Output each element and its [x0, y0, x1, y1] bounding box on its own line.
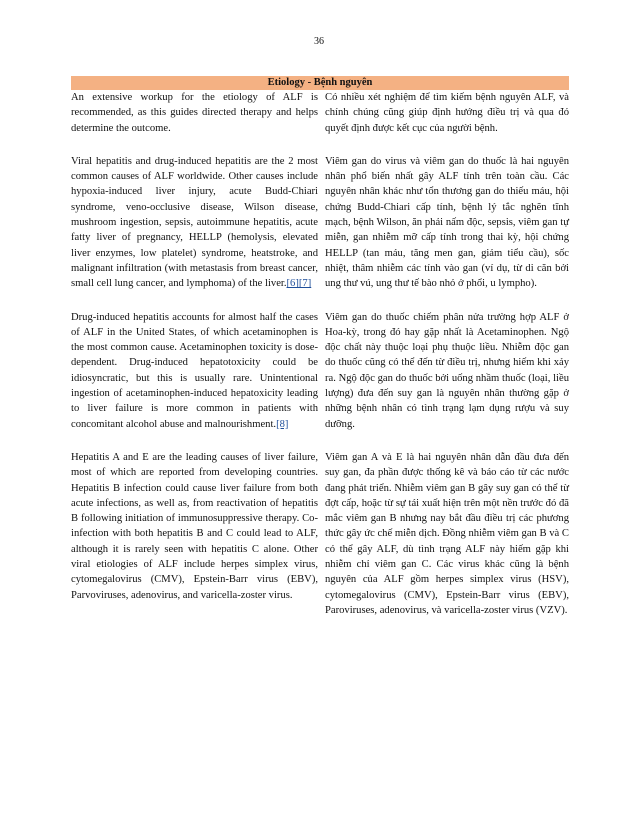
english-paragraph: Viral hepatitis and drug-induced hepatitis are the 2 most common causes of ALF worldwide. Other causes include hypoxia-induced liver injury, acute Budd-Chiari syndrome, veno-occlusive disease, Wilson disease, mushroom ingestion, sepsis, autoimmune hepatitis, acute fatty liver of pregnancy, HELLP (hemolysis, elevated liver enzymes, low platelet) syndrome, heatstroke, and malignant infiltration (with metastasis from breast cancer, small cell lung cancer, and lymphoma) of the liver.[6][7] [71, 155, 318, 290]
paragraph-row [71, 154, 569, 292]
vietnamese-paragraph: Có nhiều xét nghiệm để tìm kiếm bệnh nguyên ALF, và chính chúng cũng giúp định hướng điều trị và qua đó quyết định được kết cục của người bệnh. [325, 92, 569, 134]
paragraph-row [71, 90, 569, 136]
reference-link[interactable]: [6][7] [286, 278, 312, 290]
english-paragraph: Hepatitis A and E are the leading causes of liver failure, most of which are reported from developing countries. Hepatitis B infection could cause liver failure from both acute infections, as well as, from reactivation of hepatitis B following initiation of immunosuppressive therapy. Co-infection with both hepatitis B and C could lead to ALF, although it is rarely seen with hepatitis C alone. Other viral etiologies of ALF include herpes simplex virus, cytomegalovirus (CMV), Epstein-Barr virus (EBV), Parvoviruses, adenovirus, and varicella-zoster virus. [71, 451, 318, 601]
section-header: Etiology - Bệnh nguyên [71, 76, 569, 90]
page-number: 36 [314, 36, 324, 47]
document-content [71, 76, 569, 618]
english-paragraph: An extensive workup for the etiology of ALF is recommended, as this guides directed therapy and helps determine the outcome. [71, 92, 318, 134]
english-paragraph: Drug-induced hepatitis accounts for almost half the cases of ALF in the United States, of which acetaminophen is the most common cause. Acetaminophen toxicity is dose-dependent. Drug-induced hepatotoxicity could be idiosyncratic, but this is usually rare. Unintentional ingestion of acetaminophen-induced hepatoxicity leading to liver failure is more common in patients with concomitant alcohol abuse and malnourishment.[8] [71, 311, 318, 430]
bilingual-table [71, 90, 569, 618]
paragraph-row [71, 310, 569, 432]
paragraph-row [71, 450, 569, 618]
vietnamese-paragraph: Viêm gan A và E là hai nguyên nhân dẫn đầu đưa đến suy gan, đa phần được thống kê và báo cáo từ các nước đang phát triển. Nhiễm viêm gan B gây suy gan có thể từ đợt cấp, hoặc từ sự tái xuất hiện trên một nền trước đó đã mắc viêm gan B nhưng nay bắt đầu điều trị các phương thức gây ức chế miễn dịch. Đồng nhiễm viêm gan B và C có thể gây ALF, dù tình trạng ALF này hiếm gặp khi nhiễm chỉ viêm gan C. Các virus khác cũng là bệnh nguyên của ALF gồm herpes simplex virus (HSV), cytomegalovirus (CMV), Epstein-Barr virus (EBV), Paroviruses, adenovirus, và varicella-zoster virus (VZV). [325, 451, 569, 616]
reference-link[interactable]: [8] [276, 418, 289, 430]
vietnamese-paragraph: Viêm gan do virus và viêm gan do thuốc là hai nguyên nhân phổ biến nhất gây ALF tính trên toàn cầu. Các nguyên nhân khác như tổn thương gan do thiếu máu, hội chứng Budd-Chiari cấp tính, bệnh lý tắc nghẽn tĩnh mạch, bệnh Wilson, ăn phải nấm độc, sepsis, viêm gan tự miễn, gan nhiễm mỡ cấp tính trong thai kỳ, hội chứng HELLP (tan máu, tăng men gan, giảm tiểu cầu), sốc nhiệt, thâm nhiễm các tính vào gan (ví dụ, từ di căn bởi ung thư vú, ung thư tế bào nhỏ ở phổi, u lympho). [325, 155, 569, 290]
vietnamese-paragraph: Viêm gan do thuốc chiếm phân nửa trường hợp ALF ở Hoa-kỳ, trong đó hay gặp nhất là Acetaminophen. Ngộ độc chất này thuộc loại phụ thuộc liều. Nhiễm độc gan do thuốc cũng có thể đến từ điều trị, nhưng hiếm khi xảy ra. Ngộ độc gan do thuốc bởi uống nhầm thuốc (loại, liều lượng) đưa đến suy gan là nguyên nhân thường gặp ở những bệnh nhân có tình trạng lạm dụng rượu và suy dưỡng. [325, 311, 569, 430]
